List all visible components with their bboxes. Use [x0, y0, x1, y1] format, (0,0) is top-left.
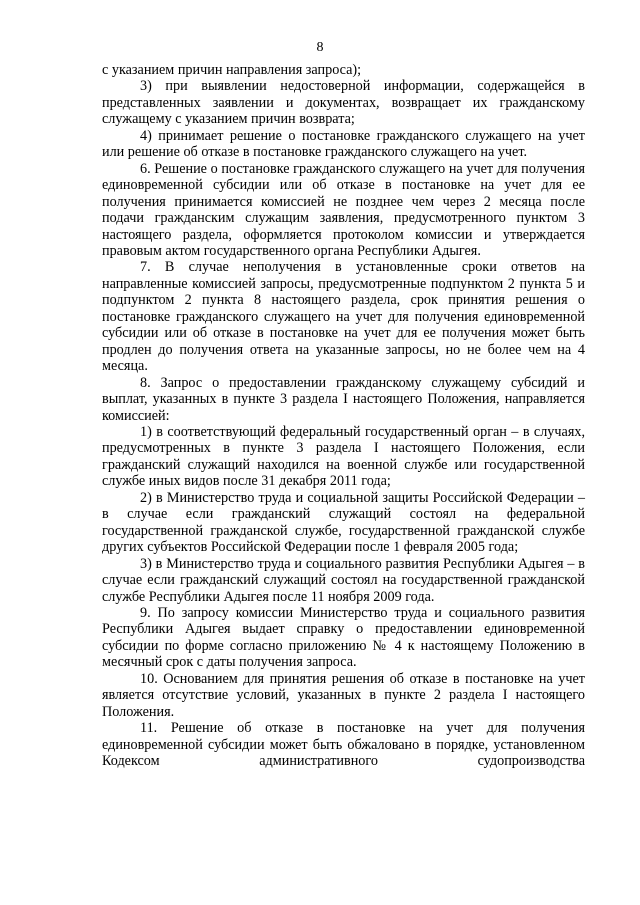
paragraph-clause-8-item-1: 1) в соответствующий федеральный государственный орган – в случаях, предусмотренных в пункте 3 раздела I настоящего Положения, если гражданский служащий находился на военной службе или государственной службе иных видов после 31 декабря 2011 года; — [102, 423, 585, 490]
paragraph-clause-9: 9. По запросу комиссии Министерство труда и социального развития Республики Адыгея выдает справку о предоставлении единовременной субсидии по форме согласно приложению № 4 к настоящему Положению в месячный срок с даты получения запроса. — [102, 604, 585, 671]
paragraph-clause-11: 11. Решение об отказе в постановке на учет для получения единовременной субсидии может быть обжаловано в порядке, установленном Кодексом административного судопроизводства — [102, 720, 585, 770]
paragraph-clause-8: 8. Запрос о предоставлении гражданскому служащему субсидий и выплат, указанных в пункте 3 раздела I настоящего Положения, направляется комиссией: — [102, 374, 585, 424]
paragraph-continuation: с указанием причин направления запроса); — [102, 62, 362, 78]
document-body — [102, 62, 585, 769]
paragraph-clause-8-item-3: 3) в Министерство труда и социального развития Республики Адыгея – в случае если гражданский служащий состоял на государственной гражданской службе Республики Адыгея после 11 ноября 2009 года. — [102, 555, 585, 605]
paragraph-clause-6: 6. Решение о постановке гражданского служащего на учет для получения единовременной субсидии или об отказе в постановке на учет для ее получения принимается комиссией не позднее чем через 2 месяца после подачи гражданским служащим заявления, предусмотренного пунктом 3 настоящего раздела, оформляется протоколом комиссии и утверждается правовым актом государственного органа Республики Адыгея. — [102, 160, 585, 259]
paragraph-item-3: 3) при выявлении недостоверной информации, содержащейся в представленных заявлении и документах, возвращает их гражданскому служащему с указанием причин возврата; — [102, 78, 585, 128]
paragraph-clause-8-item-2: 2) в Министерство труда и социальной защиты Российской Федерации – в случае если гражданский служащий состоял на федеральной государственной гражданской службе, государственной гражданской службе других субъектов Российской Федерации после 1 февраля 2005 года; — [102, 489, 585, 556]
paragraph-item-4: 4) принимает решение о постановке гражданского служащего на учет или решение об отказе в постановке гражданского служащего на учет. — [102, 127, 585, 161]
paragraph-clause-7: 7. В случае неполучения в установленные сроки ответов на направленные комиссией запросы, предусмотренные подпунктом 2 пункта 5 и подпунктом 2 пункта 8 настоящего раздела, срок принятия решения о постановке гражданского служащего на учет для получения единовременной субсидии или об отказе в постановке на учет для ее получения может быть продлен до получения ответа на указанные запросы, но не более чем на 4 месяца. — [102, 259, 585, 375]
paragraph-clause-10: 10. Основанием для принятия решения об отказе в постановке на учет является отсутствие условий, указанных в пункте 2 раздела I настоящего Положения. — [102, 670, 585, 720]
page-number: 8 — [316, 40, 324, 55]
